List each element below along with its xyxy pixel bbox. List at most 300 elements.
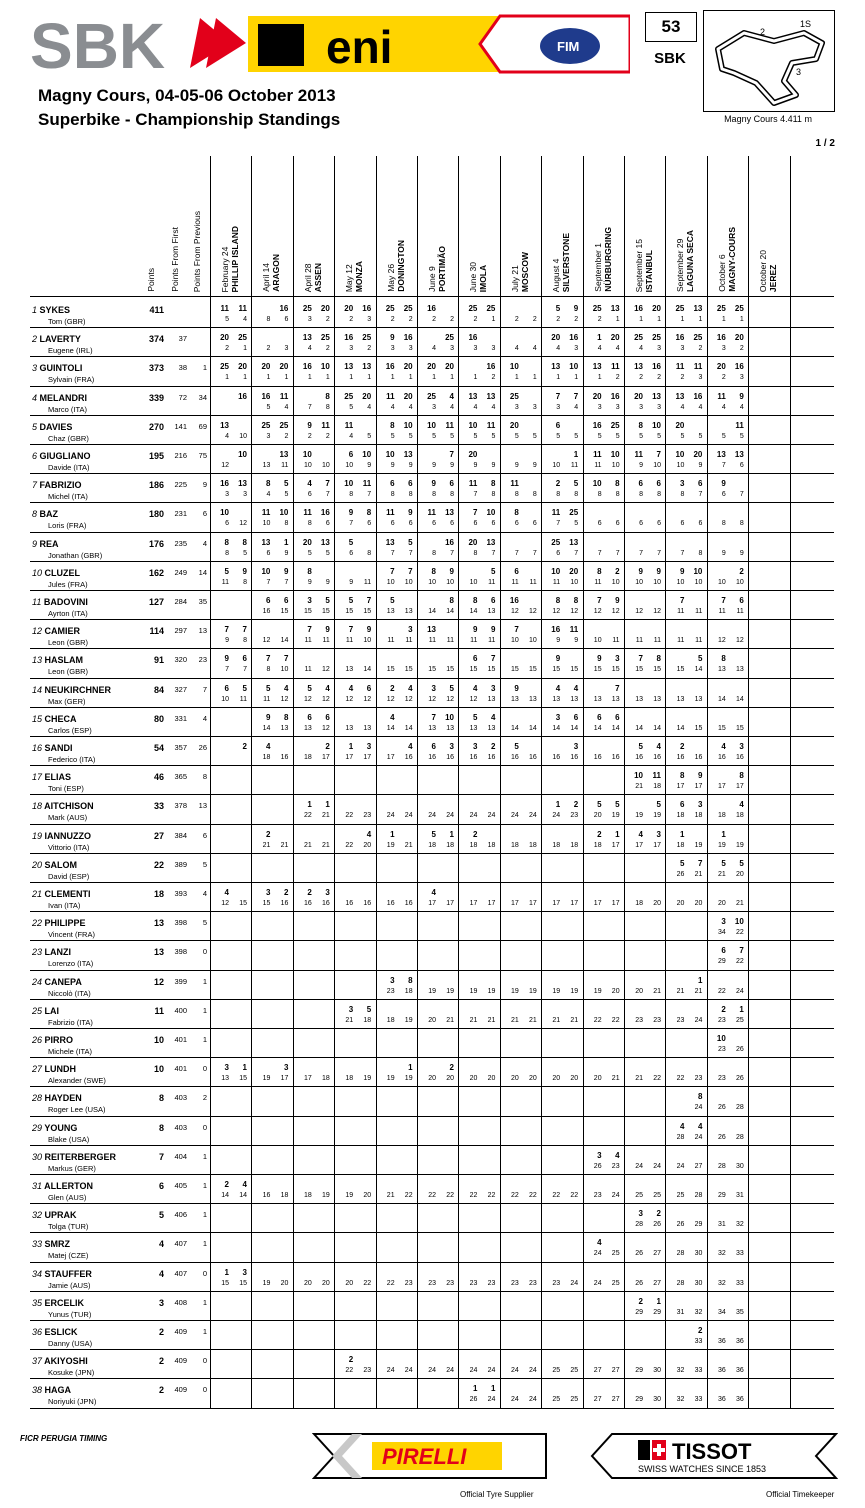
rider-position: 22 (32, 918, 43, 929)
race1-standing: 7 (639, 549, 643, 557)
race1-points: 20 (302, 537, 312, 547)
race2-points: 13 (569, 537, 579, 547)
rider-points: 8 (158, 1093, 164, 1104)
race1-standing: 19 (262, 1279, 271, 1287)
race1-standing: 13 (262, 462, 271, 469)
race1-standing: 17 (511, 900, 519, 907)
race1-standing: 19 (345, 1192, 354, 1199)
race1-standing: 14 (593, 724, 602, 732)
race1-points: 20 (220, 333, 229, 343)
race1-points: 5 (265, 683, 271, 693)
race2-standing: 9 (284, 549, 289, 557)
race2-standing: 17 (694, 783, 703, 791)
race2-points: 5 (242, 683, 247, 693)
race1-standing: 19 (511, 987, 519, 995)
race1-standing: 12 (345, 695, 354, 703)
race1-points: 6 (555, 420, 561, 430)
race1-standing: 17 (304, 1075, 312, 1083)
race1-standing: 15 (635, 666, 643, 674)
race1-standing: 10 (345, 462, 354, 469)
points-from-previous: 0 (202, 1268, 207, 1278)
race2-standing: 11 (570, 462, 579, 469)
race2-standing: 7 (491, 549, 496, 557)
race2-standing: 8 (657, 491, 661, 499)
rider-name: 24 CANEPA (32, 976, 82, 987)
table-row (30, 679, 834, 708)
race2-standing: 23 (487, 1279, 496, 1287)
race1-points: 13 (385, 537, 395, 547)
race1-points: 25 (675, 304, 685, 313)
points-from-previous: 1 (202, 1005, 207, 1015)
race2-standing: 12 (611, 608, 620, 615)
points-from-previous: 4 (202, 889, 207, 898)
points-from-first: 141 (174, 421, 187, 431)
race2-standing: 22 (736, 958, 744, 966)
rider-name: 30 REITERBERGER (32, 1151, 117, 1162)
rider-details: Leon (GBR) (48, 667, 89, 677)
race2-standing: 25 (611, 1279, 620, 1287)
race2-standing: 10 (322, 462, 330, 469)
race1-points: 8 (721, 654, 726, 664)
race1-standing: 4 (680, 403, 685, 411)
race1-points: 11 (386, 508, 395, 518)
race1-points: 3 (638, 1209, 643, 1219)
points-from-first: 399 (174, 976, 187, 986)
race2-standing: 11 (488, 578, 496, 586)
rider-details: Glen (AUS) (48, 1193, 87, 1202)
race2-points: 20 (610, 333, 620, 343)
race1-standing: 10 (676, 462, 685, 469)
race2-points: 20 (693, 450, 703, 459)
race1-standing: 17 (635, 841, 643, 849)
rider-position: 15 (32, 713, 43, 724)
race1-standing: 9 (225, 637, 229, 645)
race1-standing: 3 (639, 403, 643, 411)
rider-details: Leon (GBR) (48, 638, 89, 648)
rider-name: 32 UPRAK (32, 1210, 77, 1221)
race2-points: 16 (734, 362, 744, 372)
race1-points: 20 (427, 362, 436, 372)
race2-points: 10 (279, 508, 289, 518)
race2-standing: 19 (736, 841, 744, 849)
race1-points: 5 (348, 596, 354, 605)
race2-standing: 19 (694, 841, 703, 849)
race2-standing: 15 (611, 666, 620, 674)
rider-details: Michele (ITA) (48, 1047, 93, 1056)
race2-points: 2 (697, 1326, 703, 1335)
race1-standing: 3 (432, 403, 436, 411)
rider-position: 37 (32, 1356, 43, 1367)
race1-standing: 13 (593, 695, 602, 703)
race1-standing: 14 (262, 724, 271, 732)
race1-standing: 24 (676, 1162, 685, 1170)
race1-points: 16 (344, 333, 354, 343)
race1-standing: 18 (345, 1075, 354, 1083)
race1-standing: 26 (635, 1250, 643, 1258)
rider-details: Carlos (ESP) (48, 725, 92, 735)
race1-standing: 23 (718, 1075, 726, 1083)
race2-standing: 19 (404, 1075, 413, 1083)
race1-standing: 5 (432, 432, 436, 440)
race1-standing: 8 (432, 491, 436, 499)
race2-standing: 8 (325, 403, 330, 411)
table-row (30, 620, 834, 649)
race2-standing: 1 (243, 374, 247, 382)
race1-standing: 10 (221, 695, 229, 703)
race1-standing: 11 (594, 462, 602, 469)
race1-points: 16 (509, 596, 519, 605)
table-row (30, 299, 834, 328)
race1-points: 3 (721, 917, 726, 927)
race2-standing: 13 (653, 695, 661, 703)
race2-standing: 1 (450, 374, 454, 382)
standings-table (30, 156, 834, 1412)
rider-points: 2 (158, 1356, 164, 1367)
rider-name: 28 HAYDEN (32, 1093, 82, 1104)
points-from-previous: 5 (202, 918, 207, 928)
race1-standing: 20 (428, 1075, 436, 1083)
race1-points: 25 (261, 420, 271, 430)
race2-standing: 3 (243, 491, 247, 499)
race1-points: 6 (514, 566, 519, 576)
race1-standing: 21 (345, 1016, 354, 1024)
rider-name: 22 PHILIPPE (32, 918, 86, 929)
race1-points: 20 (675, 420, 685, 430)
race1-points: 11 (220, 304, 229, 313)
race2-standing: 5 (284, 491, 289, 499)
race1-points: 13 (551, 362, 561, 372)
race2-standing: 21 (736, 900, 744, 907)
race2-standing: 23 (570, 812, 579, 820)
rider-details: Michel (ITA) (48, 492, 88, 502)
race2-standing: 23 (529, 1279, 537, 1287)
race1-points: 20 (261, 362, 271, 372)
rider-details: Loris (FRA) (48, 521, 87, 531)
race1-standing: 17 (593, 900, 602, 907)
race2-standing: 1 (408, 374, 413, 382)
race2-points: 16 (320, 508, 330, 518)
race2-points: 8 (573, 596, 579, 605)
race2-standing: 22 (653, 1075, 661, 1083)
race2-points: 16 (569, 333, 579, 343)
race1-standing: 20 (428, 1016, 436, 1024)
race2-standing: 6 (615, 520, 620, 528)
report-subtitle: Superbike - Championship Standings (38, 110, 341, 129)
race1-standing: 27 (593, 1367, 602, 1375)
race1-points: 2 (638, 1296, 643, 1306)
rider-points: 46 (153, 772, 164, 783)
race2-standing: 10 (404, 578, 413, 586)
race1-standing: 13 (511, 695, 519, 703)
race1-standing: 28 (676, 1133, 685, 1141)
points-from-previous: 1 (202, 1239, 207, 1249)
race2-standing: 10 (529, 637, 537, 645)
race2-standing: 12 (322, 724, 330, 732)
race1-standing: 11 (304, 637, 312, 645)
race1-standing: 12 (511, 608, 519, 615)
race1-standing: 11 (552, 578, 561, 586)
race2-standing: 36 (736, 1338, 744, 1345)
race1-points: 25 (344, 391, 354, 401)
race1-standing: 7 (307, 403, 312, 411)
race1-standing: 22 (718, 987, 726, 995)
report-number: 53 (645, 12, 697, 42)
race1-standing: 25 (552, 1367, 561, 1375)
race1-points: 4 (472, 683, 478, 693)
race2-standing: 18 (322, 1075, 330, 1083)
race1-standing: 16 (635, 754, 643, 761)
table-row (30, 825, 834, 854)
race2-standing: 20 (363, 841, 372, 849)
race1-standing: 2 (639, 374, 643, 382)
race1-standing: 16 (593, 754, 602, 761)
track-map (703, 10, 835, 112)
race1-standing: 15 (469, 666, 478, 674)
race2-standing: 24 (653, 1162, 661, 1170)
header-round-4: May 12 MONZA (344, 260, 365, 292)
race1-standing: 7 (390, 549, 395, 557)
race2-points: 11 (611, 362, 620, 372)
race2-standing: 17 (736, 783, 744, 791)
race1-standing: 29 (635, 1396, 643, 1404)
race1-standing: 17 (386, 754, 395, 761)
race1-standing: 2 (266, 345, 271, 353)
table-row (30, 1379, 834, 1408)
race1-points: 10 (385, 450, 395, 459)
race2-standing: 1 (532, 374, 537, 382)
race1-standing: 31 (718, 1221, 726, 1229)
race1-standing: 2 (432, 316, 436, 323)
race2-points: 3 (490, 683, 496, 693)
race2-standing: 26 (736, 1075, 744, 1083)
race2-standing: 18 (736, 812, 744, 820)
rider-details: Matej (CZE) (48, 1251, 89, 1261)
race1-standing: 23 (552, 1279, 561, 1287)
race1-points: 10 (716, 1034, 726, 1043)
race1-points: 6 (638, 479, 643, 489)
points-from-previous: 0 (202, 947, 207, 957)
race2-points: 8 (325, 391, 330, 401)
race1-standing: 8 (349, 491, 354, 499)
race2-standing: 8 (367, 549, 372, 557)
race2-standing: 27 (653, 1250, 661, 1258)
race2-standing: 8 (284, 520, 289, 528)
race1-standing: 3 (390, 345, 395, 353)
race2-points: 10 (445, 712, 454, 722)
race1-standing: 20 (593, 1075, 602, 1083)
table-row (30, 941, 834, 970)
rider-name: 31 ALLERTON (32, 1181, 94, 1191)
rider-details: Federico (ITA) (48, 755, 96, 764)
race2-points: 8 (615, 479, 620, 489)
header-from-previous: Points From Previous (192, 210, 202, 292)
race1-standing: 7 (597, 549, 602, 557)
race2-standing: 7 (657, 549, 661, 557)
race2-points: 25 (734, 304, 744, 313)
race2-standing: 29 (694, 1221, 703, 1229)
race1-standing: 3 (307, 316, 312, 323)
race2-points: 3 (656, 829, 661, 839)
race1-standing: 22 (676, 1075, 685, 1083)
race2-standing: 21 (694, 987, 703, 995)
race2-standing: 4 (739, 403, 744, 411)
race1-standing: 24 (593, 1250, 602, 1258)
race1-standing: 14 (221, 1192, 229, 1199)
race2-points: 1 (739, 1004, 744, 1014)
race2-standing: 28 (694, 1192, 703, 1199)
race2-standing: 8 (698, 549, 703, 557)
race2-standing: 19 (404, 1016, 413, 1024)
race2-standing: 8 (574, 491, 579, 499)
race1-points: 10 (675, 450, 685, 459)
rider-points: 373 (148, 363, 164, 374)
race1-standing: 31 (676, 1308, 685, 1316)
race2-standing: 12 (363, 695, 372, 703)
page-number: 1 / 2 (815, 138, 835, 149)
race2-standing: 6 (408, 520, 413, 528)
rider-name: 6 GIUGLIANO (32, 451, 91, 461)
race1-standing: 2 (680, 374, 685, 382)
race1-standing: 2 (597, 316, 602, 323)
race2-standing: 24 (529, 1367, 537, 1375)
race1-points: 2 (390, 683, 395, 693)
race2-points: 4 (697, 1121, 703, 1131)
points-from-first: 38 (178, 363, 187, 373)
race1-standing: 3 (556, 403, 561, 411)
points-from-first: 37 (178, 334, 187, 344)
race1-standing: 1 (597, 374, 602, 382)
race1-points: 7 (514, 625, 519, 635)
race2-points: 4 (739, 800, 744, 810)
race2-standing: 25 (570, 1367, 579, 1375)
race2-standing: 16 (694, 754, 703, 761)
race2-standing: 16 (529, 754, 537, 761)
race2-points: 10 (734, 917, 744, 927)
race2-standing: 1 (491, 316, 496, 323)
race1-standing: 23 (428, 1279, 436, 1287)
race2-points: 13 (734, 450, 744, 459)
race2-standing: 24 (570, 1279, 579, 1287)
race2-standing: 5 (574, 432, 579, 440)
race2-points: 16 (238, 391, 247, 401)
race1-standing: 20 (469, 1075, 478, 1083)
race2-standing: 23 (694, 1075, 703, 1083)
points-from-previous: 0 (202, 1385, 207, 1395)
race2-standing: 9 (698, 462, 703, 469)
race1-standing: 12 (386, 695, 395, 703)
race2-points: 6 (697, 479, 703, 489)
race2-standing: 6 (657, 520, 661, 528)
race2-standing: 19 (363, 1075, 372, 1083)
race2-standing: 21 (322, 812, 330, 820)
race1-points: 2 (265, 829, 271, 839)
race1-standing: 7 (349, 520, 354, 528)
race1-points: 6 (307, 712, 312, 722)
race1-standing: 24 (511, 1367, 519, 1375)
race2-points: 3 (408, 625, 413, 635)
race2-standing: 3 (574, 345, 579, 353)
race1-standing: 2 (473, 316, 478, 323)
race1-standing: 23 (676, 1016, 685, 1024)
table-row (30, 1117, 834, 1146)
race2-points: 9 (449, 566, 454, 576)
rider-details: Mark (AUS) (48, 813, 88, 823)
race1-points: 13 (675, 391, 685, 401)
race1-points: 6 (472, 654, 478, 664)
race2-standing: 26 (653, 1221, 661, 1229)
timing-provider: FICR PERUGIA TIMING (20, 1434, 108, 1443)
race2-standing: 17 (446, 900, 454, 907)
race2-standing: 6 (450, 520, 454, 528)
race1-points: 7 (224, 625, 229, 635)
race2-standing: 10 (653, 462, 661, 469)
race1-standing: 16 (262, 608, 271, 615)
race2-standing: 16 (280, 754, 289, 761)
race2-standing: 23 (363, 812, 372, 820)
rider-name: 29 YOUNG (32, 1122, 78, 1133)
rider-name: 5 DAVIES (32, 421, 73, 432)
track-marker-1s: 1S (800, 19, 812, 29)
race2-standing: 14 (280, 637, 289, 645)
rider-points: 18 (153, 889, 164, 899)
race1-standing: 17 (676, 783, 685, 791)
race2-points: 10 (569, 362, 579, 372)
race2-standing: 17 (322, 754, 330, 761)
race1-standing: 1 (266, 374, 271, 382)
race2-points: 16 (610, 391, 620, 401)
race2-standing: 5 (657, 432, 661, 440)
race1-points: 3 (307, 596, 312, 605)
race1-points: 20 (344, 304, 354, 313)
table-row (30, 1204, 834, 1233)
race2-points: 7 (449, 450, 454, 459)
race1-points: 7 (721, 596, 726, 605)
race2-points: 20 (320, 304, 330, 313)
header-round-1: February 24 PHILLIP ISLAND (220, 225, 240, 292)
points-from-first: 216 (174, 451, 187, 460)
race1-points: 8 (472, 596, 478, 605)
rider-points: 195 (148, 451, 164, 461)
race2-points: 11 (279, 391, 289, 401)
table-row (30, 562, 834, 591)
race1-points: 8 (679, 771, 685, 781)
race1-points: 20 (509, 420, 519, 430)
race2-points: 10 (652, 420, 661, 430)
race1-points: 6 (265, 596, 271, 605)
rider-position: 10 (32, 567, 43, 578)
race1-points: 8 (514, 508, 519, 518)
race1-standing: 11 (470, 637, 478, 645)
race1-standing: 18 (676, 841, 685, 849)
points-from-previous: 5 (202, 859, 207, 869)
race1-standing: 24 (386, 1367, 395, 1375)
rider-name: 8 BAZ (32, 509, 59, 520)
race2-points: 25 (569, 508, 579, 518)
pirelli-wordmark: PIRELLI (382, 1444, 467, 1469)
points-from-previous: 75 (198, 451, 207, 460)
rider-position: 3 (32, 363, 38, 374)
race1-standing: 9 (473, 462, 478, 469)
table-row (30, 1233, 834, 1262)
rider-details: Lorenzo (ITA) (48, 959, 94, 969)
race2-standing: 17 (363, 754, 372, 761)
race1-standing: 3 (680, 345, 685, 353)
race2-standing: 31 (736, 1192, 744, 1199)
race1-standing: 6 (556, 549, 561, 557)
rider-details: Vittorio (ITA) (48, 842, 90, 852)
race1-standing: 11 (677, 637, 685, 645)
race1-points: 11 (551, 508, 561, 518)
